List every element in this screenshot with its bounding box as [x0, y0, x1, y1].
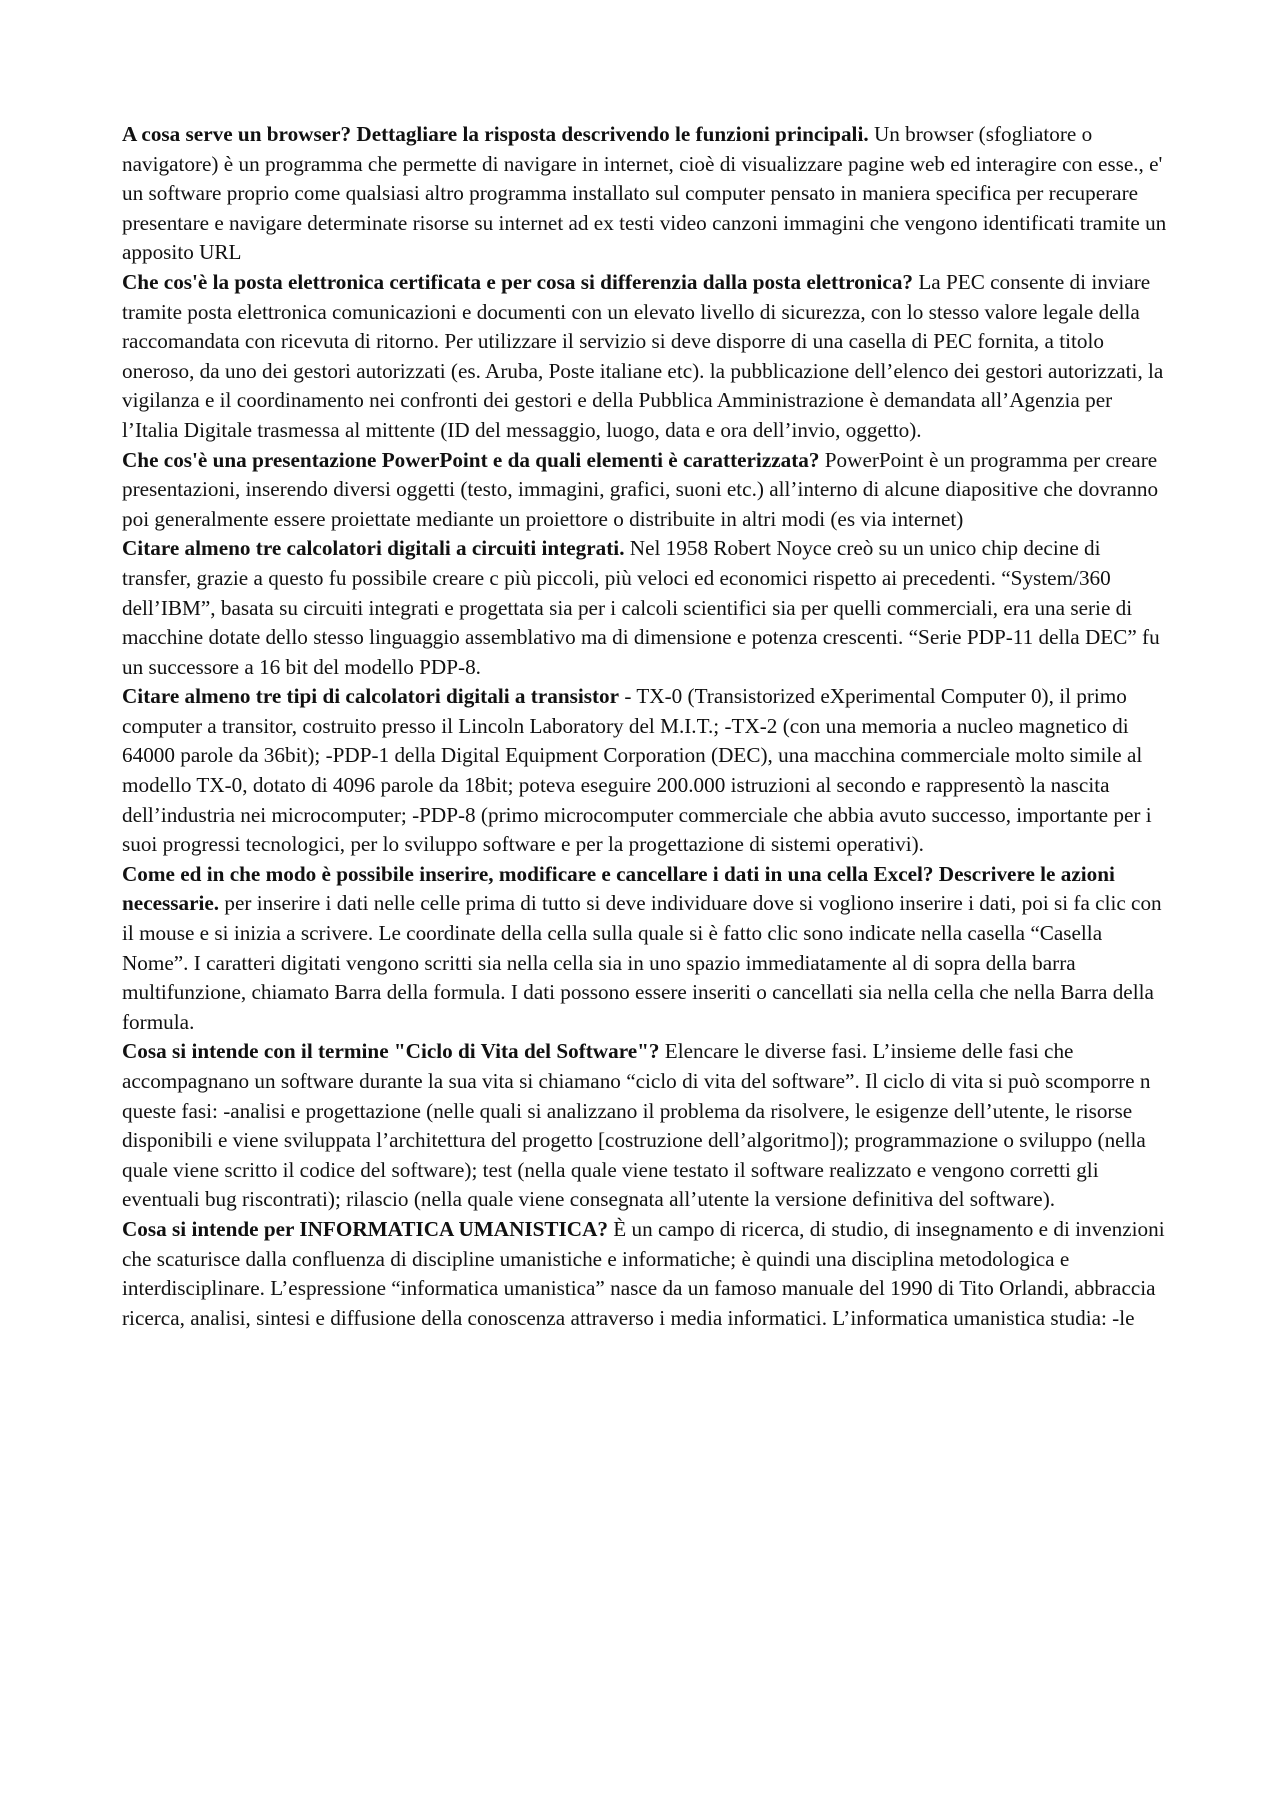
question-text: Cosa si intende con il termine "Ciclo di Vita del Software"?: [122, 1039, 660, 1064]
question-text: Cosa si intende per INFORMATICA UMANISTICA?: [122, 1216, 608, 1241]
qa-browser: [122, 120, 1168, 268]
answer-text: È un campo di ricerca, di studio, di insegnamento e di invenzioni che scaturisce dalla confluenza di discipline umanistiche e informatiche; è quindi una disciplina metodologica e interdisciplinare. L’espressione “informatica umanistica” nasce da un famoso manuale del 1990 di Tito Orlandi, abbraccia ricerca, analisi, sintesi e diffusione della conoscenza attraverso i media informatici. L’informatica umanistica studia: -le: [122, 1216, 1165, 1330]
answer-text: Elencare le diverse fasi. L’insieme delle fasi che accompagnano un software durante la sua vita si chiamano “ciclo di vita del software”. Il ciclo di vita si può scomporre n queste fasi: -analisi e progettazione (nelle quali si analizzano il problema da risolvere, le esigenze dell’utente, le risorse disponibili e viene sviluppata l’architettura del progetto [costruzione dell’algoritmo]); programmazione o sviluppo (nella quale viene scritto il codice del software); test (nella quale viene testato il software realizzato e vengono corretti gli eventuali bug riscontrati); rilascio (nella quale viene consegnata all’utente la versione definitiva del software).: [122, 1039, 1151, 1212]
answer-text: La PEC consente di inviare tramite posta elettronica comunicazioni e documenti con un elevato livello di sicurezza, con lo stesso valore legale della raccomandata con ricevuta di ritorno. Per utilizzare il servizio si deve disporre di una casella di PEC fornita, a titolo oneroso, da uno dei gestori autorizzati (es. Aruba, Poste italiane etc). la pubblicazione dell’elenco dei gestori autorizzati, la vigilanza e il coordinamento nei confronti dei gestori e della Pubblica Amministrazione è demandata all’Agenzia per l’Italia Digitale trasmessa al mittente (ID del messaggio, luogo, data e ora dell’invio, oggetto).: [122, 269, 1164, 442]
question-text: Citare almeno tre calcolatori digitali a circuiti integrati.: [122, 536, 625, 561]
answer-text: - TX-0 (Transistorized eXperimental Computer 0), il primo computer a transitor, costruito presso il Lincoln Laboratory del M.I.T.; -TX-2 (con una memoria a nucleo magnetico di 64000 parole da 36bit); -PDP-1 della Digital Equipment Corporation (DEC), una macchina commerciale molto simile al modello TX-0, dotato di 4096 parole da 18bit; poteva eseguire 200.000 istruzioni al secondo e rappresentò la nascita dell’industria nei microcomputer; -PDP-8 (primo microcomputer commerciale che abbia avuto successo, importante per i suoi progressi tecnologici, per lo sviluppo software e per la progettazione di sistemi operativi).: [122, 684, 1152, 857]
document-page: [122, 120, 1168, 1333]
question-text: Che cos'è la posta elettronica certificata e per cosa si differenzia dalla posta elettronica?: [122, 269, 914, 294]
qa-pec: [122, 268, 1168, 446]
qa-transistor: [122, 682, 1168, 860]
qa-excel: [122, 860, 1168, 1038]
question-text: Che cos'è una presentazione PowerPoint e da quali elementi è caratterizzata?: [122, 447, 820, 472]
answer-text: Un browser (sfogliatore o navigatore) è un programma che permette di navigare in internet, cioè di visualizzare pagine web ed interagire con esse., e' un software proprio come qualsiasi altro programma installato sul computer pensato in maniera specifica per recuperare presentare e navigare determinate risorse su internet ad ex testi video canzoni immagini che vengono identificati tramite un apposito URL: [122, 122, 1167, 265]
answer-text: PowerPoint è un programma per creare presentazioni, inserendo diversi oggetti (testo, immagini, grafici, suoni etc.) all’interno di alcune diapositive che dovranno poi generalmente essere proiettate mediante un proiettore o distribuite in altri modi (es via internet): [122, 447, 1159, 531]
qa-circuiti-integrati: [122, 534, 1168, 682]
qa-informatica-umanistica: [122, 1215, 1168, 1333]
question-text: Citare almeno tre tipi di calcolatori digitali a transistor: [122, 684, 620, 709]
question-text: A cosa serve un browser? Dettagliare la risposta descrivendo le funzioni principali.: [122, 122, 869, 146]
qa-powerpoint: [122, 446, 1168, 535]
qa-ciclo-di-vita: [122, 1037, 1168, 1215]
answer-text: per inserire i dati nelle celle prima di tutto si deve individuare dove si vogliono inserire i dati, poi si fa clic con il mouse e si inizia a scrivere. Le coordinate della cella sulla quale si è fatto clic sono indicate nella casella “Casella Nome”. I caratteri digitati vengono scritti sia nella cella sia in uno spazio immediatamente al di sopra della barra multifunzione, chiamato Barra della formula. I dati possono essere inseriti o cancellati sia nella cella che nella Barra della formula.: [122, 891, 1162, 1034]
answer-text: Nel 1958 Robert Noyce creò su un unico chip decine di transfer, grazie a questo fu possibile creare c più piccoli, più veloci ed economici rispetto ai precedenti. “System/360 dell’IBM”, basata su circuiti integrati e progettata sia per i calcoli scientifici sia per quelli commerciali, era una serie di macchine dotate dello stesso linguaggio assemblativo ma di dimensione e potenza crescenti. “Serie PDP-11 della DEC” fu un successore a 16 bit del modello PDP-8.: [122, 536, 1160, 679]
question-text: Come ed in che modo è possibile inserire, modificare e cancellare i dati in una cella Excel? Descrivere le azioni necessarie.: [122, 861, 1115, 916]
